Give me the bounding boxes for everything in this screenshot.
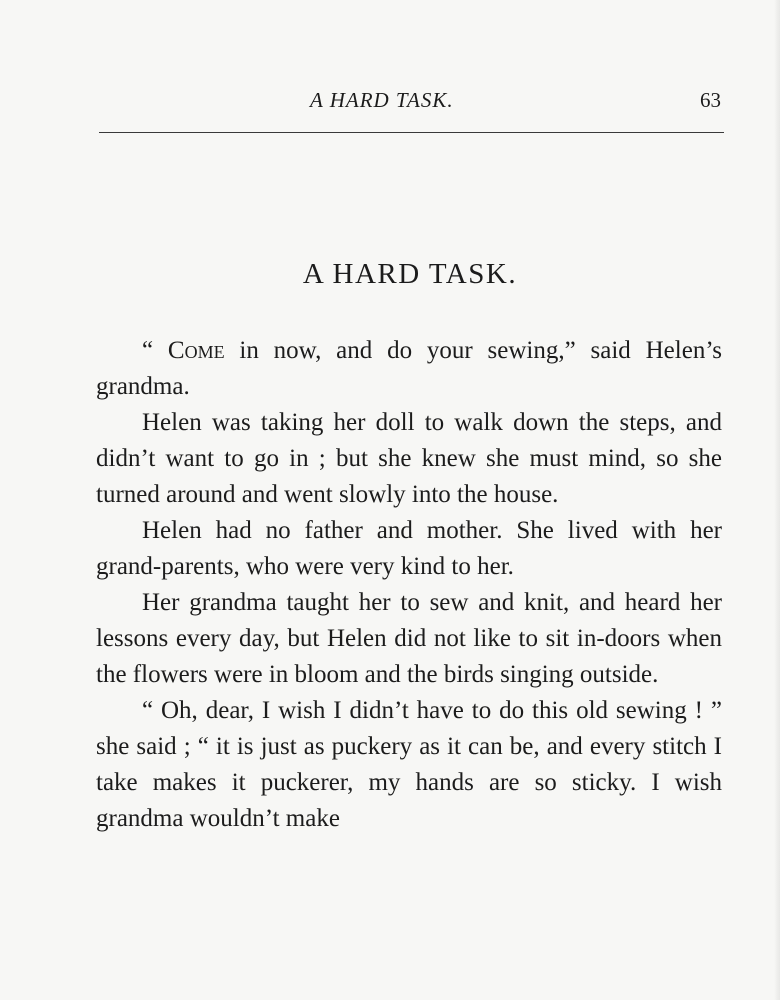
paragraph-3: Helen had no father and mother. She lived with her grand-parents, who were very kind to her. [96,517,722,580]
body-text [96,333,722,837]
page-number: 63 [700,88,721,112]
paragraph-2: Helen was taking her doll to walk down the steps, and didn’t want to go in ; but she knew she must mind, so she turned around and went slowly into the house. [96,409,722,508]
running-head: A HARD TASK. [310,88,454,112]
paragraph-1 [96,333,722,405]
page-edge [774,0,780,1000]
paragraph-4: Her grandma taught her to sew and knit, and heard her lessons every day, but Helen did not like to sit in-doors when the flowers were in bloom and the birds singing outside. [96,589,722,688]
paragraph-5: “ Oh, dear, I wish I didn’t have to do this old sewing ! ” she said ; “ it is just as puckery as it can be, and every stitch I take makes it puckerer, my hands are so sticky. I wish grandma wouldn’t make [96,697,722,832]
chapter-title: A HARD TASK. [302,258,518,290]
paragraph-lead-word: “ Come [142,337,225,364]
paragraph-text: in now, and do your sewing,” said Helen’s grandma. [96,337,722,400]
page-header [0,82,780,122]
header-rule [99,132,724,133]
